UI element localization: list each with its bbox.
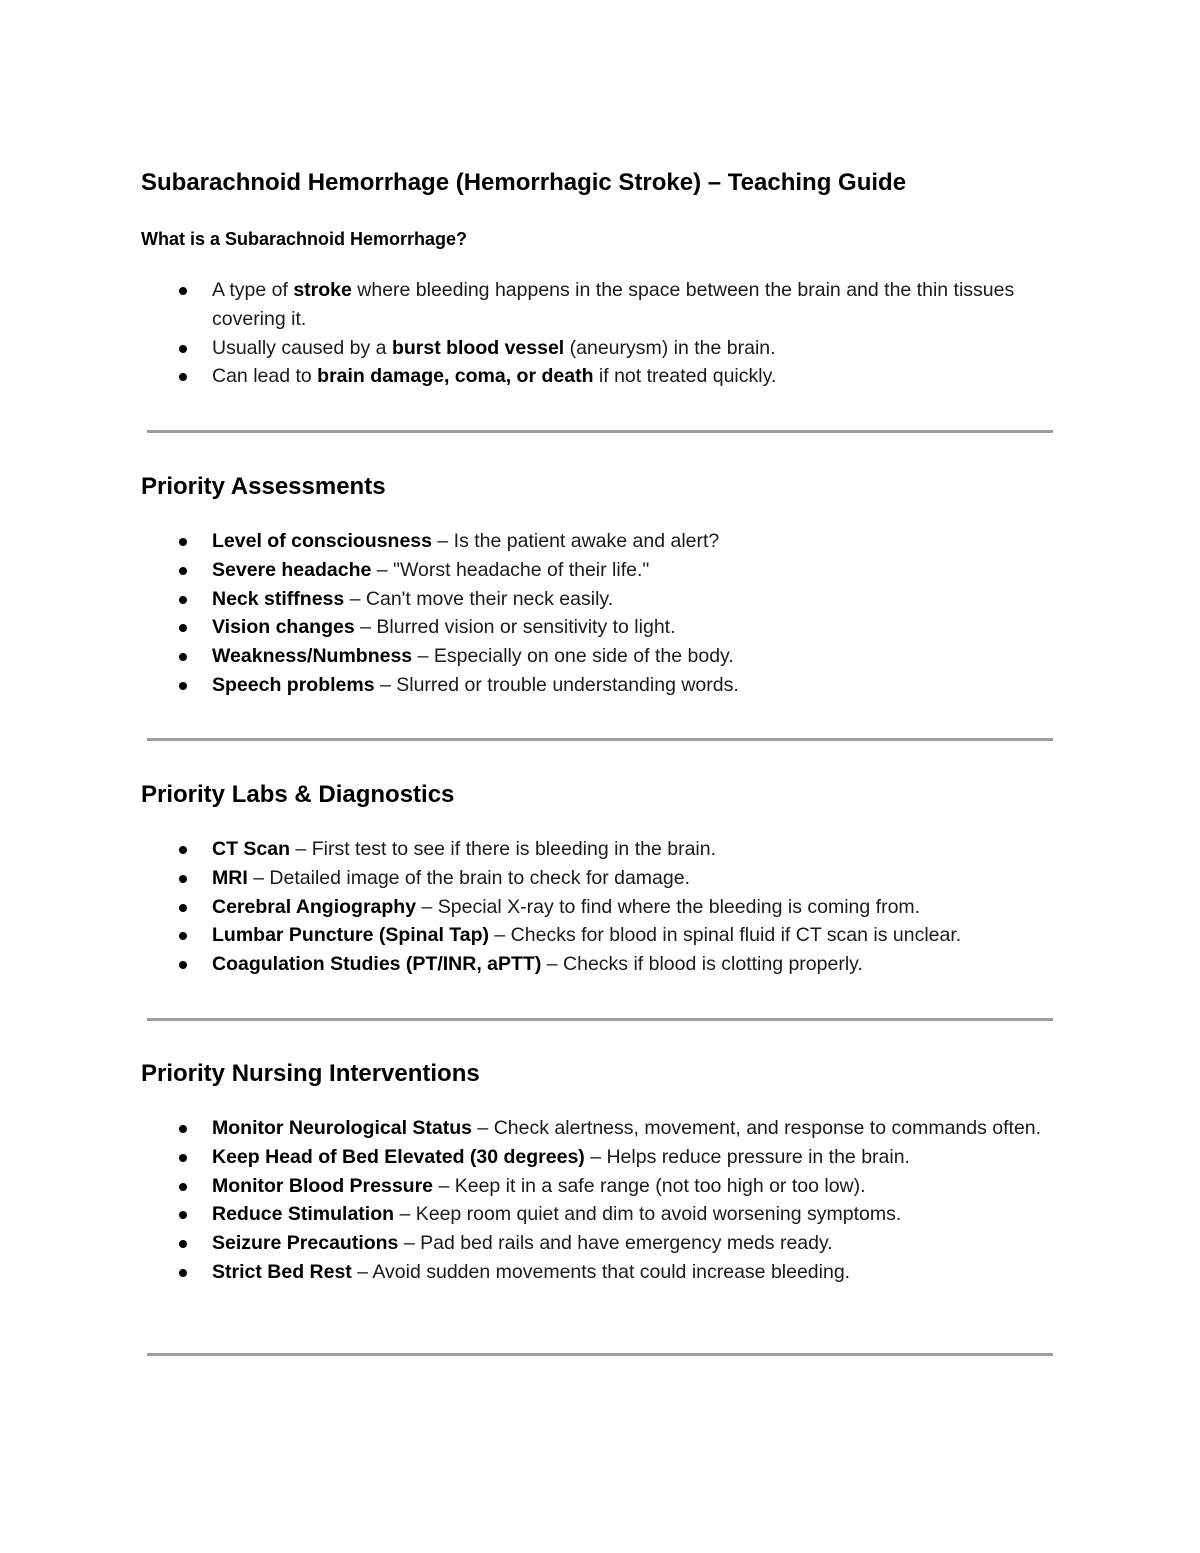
list-item: Level of consciousness – Is the patient awake and alert? [141,527,1061,556]
list-item: Monitor Neurological Status – Check alertness, movement, and response to commands often. [141,1114,1061,1143]
intro-heading: What is a Subarachnoid Hemorrhage? [141,229,468,249]
list-item: Strict Bed Rest – Avoid sudden movements that could increase bleeding. [141,1258,1061,1287]
list-item: Monitor Blood Pressure – Keep it in a safe range (not too high or too low). [141,1172,1061,1201]
list-item: Lumbar Puncture (Spinal Tap) – Checks for blood in spinal fluid if CT scan is unclear. [141,921,1061,950]
bullet-icon [179,961,187,969]
list-item: A type of stroke where bleeding happens in the space between the brain and the thin tissues covering it. [141,276,1061,334]
bullet-icon [179,567,187,575]
bullet-icon [179,932,187,940]
bullet-icon [179,846,187,854]
section-divider [147,1018,1053,1021]
labs-list [141,835,1061,979]
bullet-icon [179,682,187,690]
section-divider [147,738,1053,741]
list-item: Seizure Precautions – Pad bed rails and have emergency meds ready. [141,1229,1061,1258]
list-item: Vision changes – Blurred vision or sensitivity to light. [141,613,1061,642]
bullet-icon [179,373,187,381]
bullet-icon [179,875,187,883]
list-item: Can lead to brain damage, coma, or death if not treated quickly. [141,362,1061,391]
bullet-icon [179,345,187,353]
list-item: Weakness/Numbness – Especially on one side of the body. [141,642,1061,671]
list-item: Keep Head of Bed Elevated (30 degrees) – Helps reduce pressure in the brain. [141,1143,1061,1172]
bullet-icon [179,1183,187,1191]
bullet-icon [179,596,187,604]
list-item: Usually caused by a burst blood vessel (aneurysm) in the brain. [141,334,1061,363]
list-item: Speech problems – Slurred or trouble understanding words. [141,671,1061,700]
bullet-icon [179,538,187,546]
assessments-list [141,527,1061,700]
list-item: CT Scan – First test to see if there is bleeding in the brain. [141,835,1061,864]
list-item: Neck stiffness – Can't move their neck easily. [141,585,1061,614]
bullet-icon [179,1211,187,1219]
labs-heading: Priority Labs & Diagnostics [141,781,455,808]
bullet-icon [179,1125,187,1133]
list-item: Coagulation Studies (PT/INR, aPTT) – Checks if blood is clotting properly. [141,950,1061,979]
interventions-heading: Priority Nursing Interventions [141,1060,480,1087]
list-item: Reduce Stimulation – Keep room quiet and dim to avoid worsening symptoms. [141,1200,1061,1229]
intro-list [141,276,1061,391]
bullet-icon [179,1240,187,1248]
bullet-icon [179,904,187,912]
list-item: MRI – Detailed image of the brain to check for damage. [141,864,1061,893]
interventions-list [141,1114,1061,1287]
bullet-icon [179,1154,187,1162]
list-item: Severe headache – "Worst headache of their life." [141,556,1061,585]
bullet-icon [179,1269,187,1277]
list-item: Cerebral Angiography – Special X-ray to find where the bleeding is coming from. [141,893,1061,922]
section-divider [147,1353,1053,1356]
bullet-icon [179,287,187,295]
document-title: Subarachnoid Hemorrhage (Hemorrhagic Stroke) – Teaching Guide [141,169,907,196]
bullet-icon [179,624,187,632]
section-divider [147,430,1053,433]
bullet-icon [179,653,187,661]
assessments-heading: Priority Assessments [141,473,386,500]
